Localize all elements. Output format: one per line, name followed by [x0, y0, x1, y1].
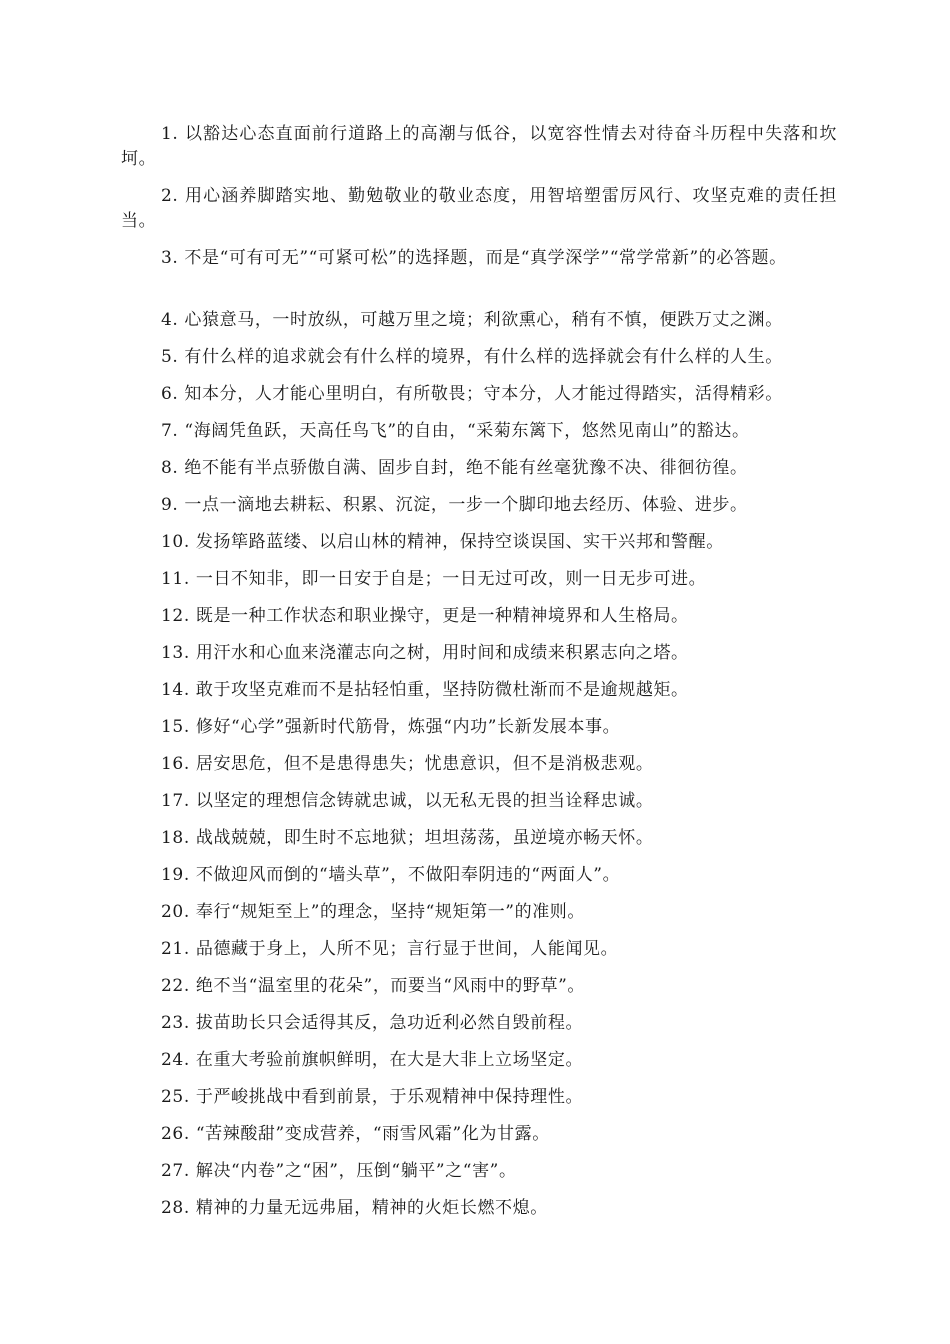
list-item: 3. 不是“可有可无”“可紧可松”的选择题，而是“真学深学”“常学常新”的必答题。	[161, 248, 787, 268]
list-item: 14. 敢于攻坚克难而不是拈轻怕重，坚持防微杜渐而不是逾规越矩。	[161, 680, 689, 700]
list-item: 5. 有什么样的追求就会有什么样的境界，有什么样的选择就会有什么样的人生。	[161, 347, 783, 367]
list-item: 24. 在重大考验前旗帜鲜明，在大是大非上立场坚定。	[161, 1050, 584, 1070]
list-item: 25. 于严峻挑战中看到前景，于乐观精神中保持理性。	[161, 1087, 584, 1107]
list-item: 27. 解决“内卷”之“困”，压倒“躺平”之“害”。	[161, 1161, 517, 1181]
list-item: 26. “苦辣酸甜”变成营养，“雨雪风霜”化为甘露。	[161, 1124, 550, 1144]
list-item: 21. 品德藏于身上，人所不见；言行显于世间，人能闻见。	[161, 939, 619, 959]
list-item: 9. 一点一滴地去耕耘、积累、沉淀，一步一个脚印地去经历、体验、进步。	[161, 495, 748, 515]
document-body	[121, 122, 837, 1233]
list-item: 11. 一日不知非，即一日安于自是；一日无过可改，则一日无步可进。	[161, 569, 707, 589]
list-item: 6. 知本分，人才能心里明白，有所敬畏；守本分，人才能过得踏实，活得精彩。	[161, 384, 783, 404]
list-item: 8. 绝不能有半点骄傲自满、固步自封，绝不能有丝毫犹豫不决、徘徊彷徨。	[161, 458, 748, 478]
list-item: 13. 用汗水和心血来浇灌志向之树，用时间和成绩来积累志向之塔。	[161, 643, 689, 663]
list-item: 10. 发扬筚路蓝缕、以启山林的精神，保持空谈误国、实干兴邦和警醒。	[161, 532, 724, 552]
list-item: 17. 以坚定的理想信念铸就忠诚，以无私无畏的担当诠释忠诚。	[161, 791, 654, 811]
list-item: 18. 战战兢兢，即生时不忘地狱；坦坦荡荡，虽逆境亦畅天怀。	[161, 828, 654, 848]
list-item: 23. 拔苗助长只会适得其反，急功近利必然自毁前程。	[161, 1013, 584, 1033]
list-item: 20. 奉行“规矩至上”的理念，坚持“规矩第一”的准则。	[161, 902, 586, 922]
list-item: 22. 绝不当“温室里的花朵”，而要当“风雨中的野草”。	[161, 976, 586, 996]
list-item: 28. 精神的力量无远弗届，精神的火炬长燃不熄。	[161, 1198, 548, 1218]
list-item: 12. 既是一种工作状态和职业操守，更是一种精神境界和人生格局。	[161, 606, 689, 626]
list-item: 4. 心猿意马，一时放纵，可越万里之境；利欲熏心，稍有不慎，便跌万丈之渊。	[161, 310, 783, 330]
list-item: 19. 不做迎风而倒的“墙头草”，不做阳奉阴违的“两面人”。	[161, 865, 621, 885]
list-item: 2. 用心涵养脚踏实地、勤勉敬业的敬业态度，用智培塑雷厉风行、攻坚克难的责任担当。	[121, 186, 837, 231]
list-item: 15. 修好“心学”强新时代筋骨，炼强“内功”长新发展本事。	[161, 717, 621, 737]
list-item: 7. “海阔凭鱼跃，天高任鸟飞”的自由，“采菊东篱下，悠然见南山”的豁达。	[161, 421, 750, 441]
list-item: 16. 居安思危，但不是患得患失；忧患意识，但不是消极悲观。	[161, 754, 654, 774]
list-item: 1. 以豁达心态直面前行道路上的高潮与低谷，以宽容性情去对待奋斗历程中失落和坎坷。	[121, 124, 837, 169]
